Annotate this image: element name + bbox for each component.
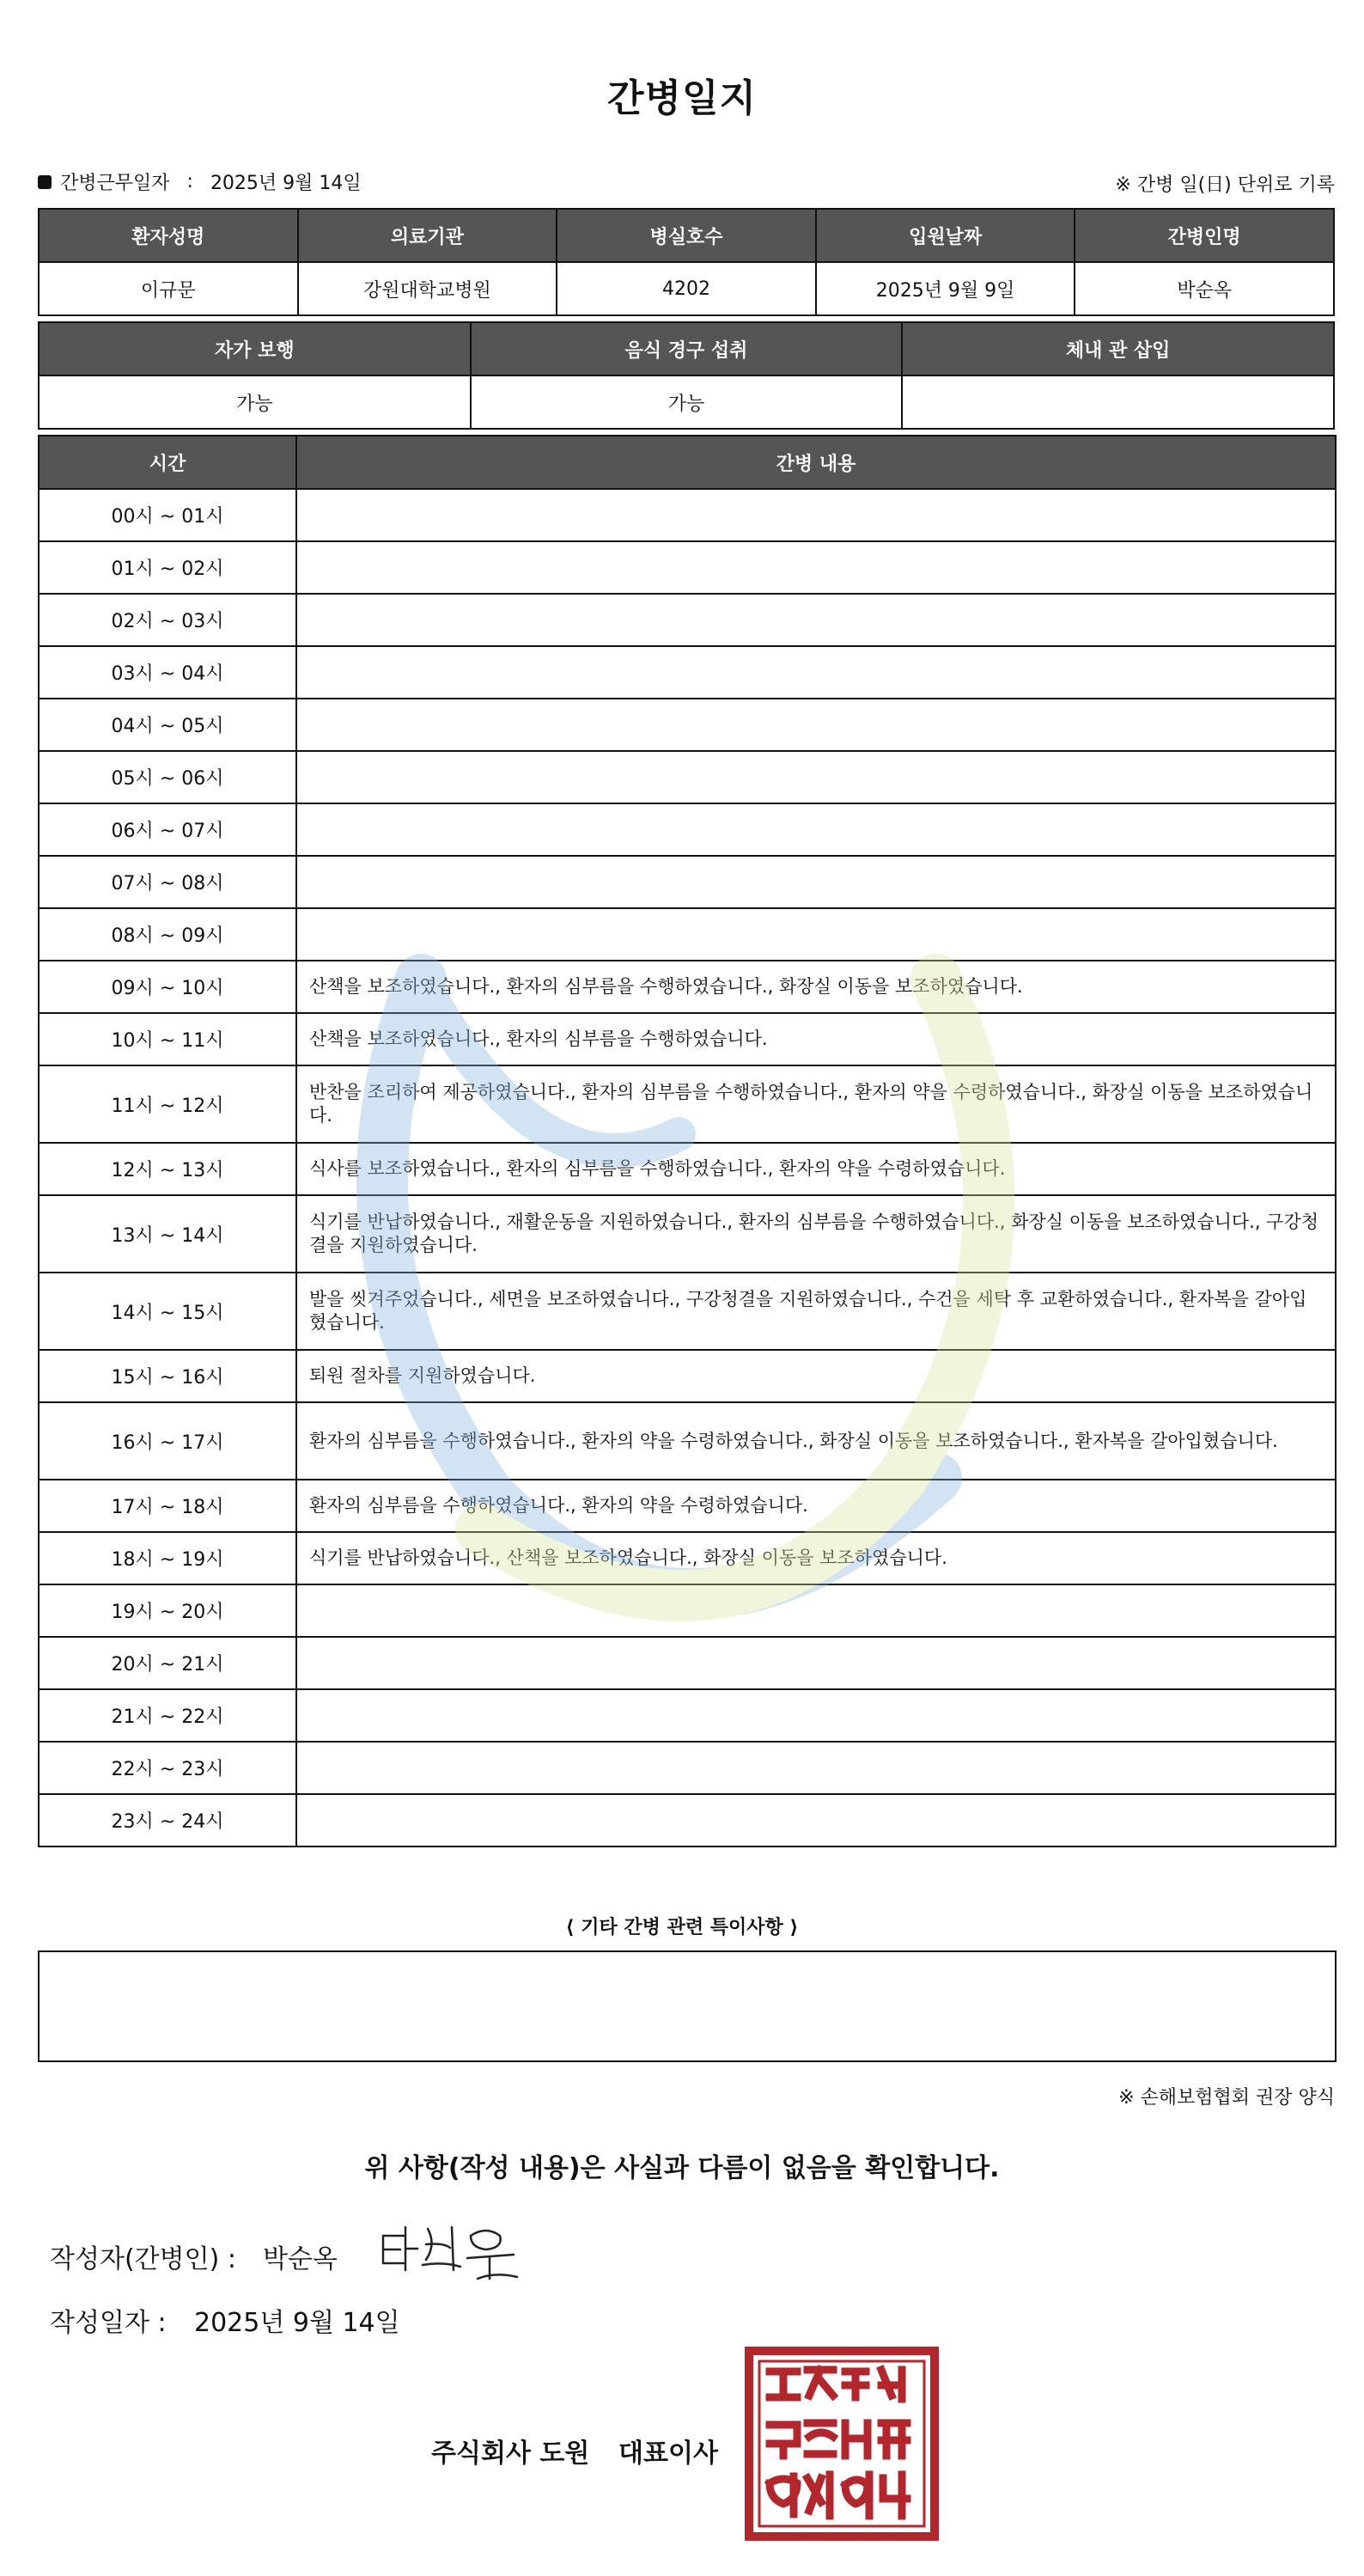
care-log-content: 산책을 보조하였습니다., 환자의 심부름을 수행하였습니다. bbox=[296, 1013, 1336, 1065]
patient-info-value-row bbox=[39, 262, 1334, 315]
header-patient-name: 환자성명 bbox=[39, 209, 298, 262]
care-log-content bbox=[296, 594, 1336, 646]
care-log-row bbox=[39, 489, 1336, 541]
care-log-content: 환자의 심부름을 수행하였습니다., 환자의 약을 수령하였습니다. bbox=[296, 1480, 1336, 1532]
care-log-row bbox=[39, 594, 1336, 646]
care-log-content bbox=[296, 1584, 1336, 1637]
company-seal-stamp bbox=[744, 2346, 940, 2542]
care-log-time: 20시 ~ 21시 bbox=[39, 1637, 296, 1689]
care-log-content bbox=[296, 541, 1336, 594]
work-date-label: 간병근무일자 bbox=[60, 173, 170, 194]
care-log-row bbox=[39, 1689, 1336, 1742]
care-log-header-row bbox=[39, 436, 1336, 489]
care-log-table bbox=[38, 435, 1337, 1847]
care-log-time: 21시 ~ 22시 bbox=[39, 1689, 296, 1742]
care-log-time: 15시 ~ 16시 bbox=[39, 1350, 296, 1402]
writer-label: 작성자(간병인) : bbox=[50, 2244, 236, 2274]
header-admission-date: 입원날짜 bbox=[816, 209, 1075, 262]
care-log-time: 08시 ~ 09시 bbox=[39, 908, 296, 961]
bullet-square-icon bbox=[38, 175, 52, 189]
care-log-content: 반찬을 조리하여 제공하였습니다., 환자의 심부름을 수행하였습니다., 환자의 약을 수령하였습니다., 화장실 이동을 보조하였습니다. bbox=[296, 1065, 1336, 1143]
care-log-row bbox=[39, 646, 1336, 699]
care-log-time: 02시 ~ 03시 bbox=[39, 594, 296, 646]
care-log-row bbox=[39, 1143, 1336, 1195]
write-date-value: 2025년 9월 14일 bbox=[194, 2308, 400, 2338]
care-log-time: 16시 ~ 17시 bbox=[39, 1402, 296, 1480]
care-log-content: 식사를 보조하였습니다., 환자의 심부름을 수행하였습니다., 환자의 약을 수령하였습니다. bbox=[296, 1143, 1336, 1195]
value-room-number: 4202 bbox=[557, 262, 816, 315]
care-log-row bbox=[39, 541, 1336, 594]
care-log-content bbox=[296, 646, 1336, 699]
header-tube-insertion: 체내 관 삽입 bbox=[902, 322, 1334, 375]
value-admission-date: 2025년 9월 9일 bbox=[816, 262, 1075, 315]
care-log-time: 11시 ~ 12시 bbox=[39, 1065, 296, 1143]
care-log-row bbox=[39, 1480, 1336, 1532]
care-log-time: 00시 ~ 01시 bbox=[39, 489, 296, 541]
write-date-label: 작성일자 : bbox=[50, 2308, 167, 2338]
daily-record-note: ※ 간병 일(日) 단위로 기록 bbox=[1115, 174, 1335, 196]
header-caregiver-name: 간병인명 bbox=[1075, 209, 1334, 262]
value-oral-intake: 가능 bbox=[471, 375, 903, 429]
value-tube-insertion bbox=[902, 375, 1334, 429]
header-care-content: 간병 내용 bbox=[296, 436, 1336, 489]
header-self-walking: 자가 보행 bbox=[39, 322, 471, 375]
special-notes-title: ⟨ 기타 간병 관련 특이사항 ⟩ bbox=[565, 1917, 799, 1938]
care-log-content: 식기를 반납하였습니다., 산책을 보조하였습니다., 화장실 이동을 보조하였습니다. bbox=[296, 1532, 1336, 1584]
care-log-time: 12시 ~ 13시 bbox=[39, 1143, 296, 1195]
care-log-time: 06시 ~ 07시 bbox=[39, 803, 296, 856]
header-hospital: 의료기관 bbox=[298, 209, 557, 262]
care-log-time: 18시 ~ 19시 bbox=[39, 1532, 296, 1584]
care-log-time: 10시 ~ 11시 bbox=[39, 1013, 296, 1065]
work-date-separator: : bbox=[186, 171, 193, 192]
care-log-content: 식기를 반납하였습니다., 재활운동을 지원하였습니다., 환자의 심부름을 수행하였습니다., 화장실 이동을 보조하였습니다., 구강청결을 지원하였습니다. bbox=[296, 1195, 1336, 1273]
patient-status-table bbox=[38, 321, 1335, 430]
care-log-content bbox=[296, 908, 1336, 961]
care-log-time: 22시 ~ 23시 bbox=[39, 1742, 296, 1794]
care-log-content: 환자의 심부름을 수행하였습니다., 환자의 약을 수령하였습니다., 화장실 이동을 보조하였습니다., 환자복을 갈아입혔습니다. bbox=[296, 1402, 1336, 1480]
care-log-row bbox=[39, 1402, 1336, 1480]
header-oral-intake: 음식 경구 섭취 bbox=[471, 322, 903, 375]
patient-status-header-row bbox=[39, 322, 1334, 375]
patient-info-header-row bbox=[39, 209, 1334, 262]
ceo-title: 대표이사 bbox=[618, 2439, 718, 2469]
care-log-row bbox=[39, 1532, 1336, 1584]
header-time: 시간 bbox=[39, 436, 296, 489]
care-log-time: 01시 ~ 02시 bbox=[39, 541, 296, 594]
patient-status-value-row bbox=[39, 375, 1334, 429]
care-log-row bbox=[39, 1350, 1336, 1402]
care-log-row bbox=[39, 1637, 1336, 1689]
care-log-time: 03시 ~ 04시 bbox=[39, 646, 296, 699]
header-room-number: 병실호수 bbox=[557, 209, 816, 262]
company-name: 주식회사 도원 bbox=[431, 2439, 590, 2469]
care-log-row bbox=[39, 1195, 1336, 1273]
value-caregiver-name: 박순옥 bbox=[1075, 262, 1334, 315]
care-log-content: 발을 씻겨주었습니다., 세면을 보조하였습니다., 구강청결을 지원하였습니다., 수건을 세탁 후 교환하였습니다., 환자복을 갈아입혔습니다. bbox=[296, 1273, 1336, 1350]
care-log-time: 19시 ~ 20시 bbox=[39, 1584, 296, 1637]
value-patient-name: 이규문 bbox=[39, 262, 298, 315]
care-log-row bbox=[39, 1584, 1336, 1637]
care-log-row bbox=[39, 751, 1336, 803]
care-log-row bbox=[39, 1742, 1336, 1794]
page-title: 간병일지 bbox=[606, 76, 757, 120]
care-log-row bbox=[39, 908, 1336, 961]
care-log-row bbox=[39, 803, 1336, 856]
care-log-row bbox=[39, 1013, 1336, 1065]
care-log-content bbox=[296, 1637, 1336, 1689]
recommended-form-note: ※ 손해보험협회 권장 양식 bbox=[1118, 2087, 1335, 2109]
care-log-row bbox=[39, 1273, 1336, 1350]
care-log-content bbox=[296, 489, 1336, 541]
care-log-time: 23시 ~ 24시 bbox=[39, 1794, 296, 1847]
value-self-walking: 가능 bbox=[39, 375, 471, 429]
care-log-row bbox=[39, 699, 1336, 751]
care-log-content bbox=[296, 751, 1336, 803]
care-log-time: 04시 ~ 05시 bbox=[39, 699, 296, 751]
confirmation-statement: 위 사항(작성 내용)은 사실과 다름이 없음을 확인합니다. bbox=[364, 2153, 1000, 2183]
care-log-content bbox=[296, 1794, 1336, 1847]
writer-name: 박순옥 bbox=[263, 2244, 338, 2274]
care-log-time: 07시 ~ 08시 bbox=[39, 856, 296, 908]
care-log-row bbox=[39, 856, 1336, 908]
care-log-content: 산책을 보조하였습니다., 환자의 심부름을 수행하였습니다., 화장실 이동을 보조하였습니다. bbox=[296, 961, 1336, 1013]
care-log-row bbox=[39, 1794, 1336, 1847]
care-log-row bbox=[39, 961, 1336, 1013]
patient-info-table bbox=[38, 208, 1335, 316]
special-notes-box bbox=[38, 1950, 1337, 2062]
care-log-time: 14시 ~ 15시 bbox=[39, 1273, 296, 1350]
handwritten-signature bbox=[374, 2210, 529, 2287]
care-log-content bbox=[296, 699, 1336, 751]
care-log-content: 퇴원 절차를 지원하였습니다. bbox=[296, 1350, 1336, 1402]
work-date-line bbox=[38, 168, 362, 195]
care-log-row bbox=[39, 1065, 1336, 1143]
work-date-value: 2025년 9월 14일 bbox=[210, 173, 362, 194]
value-hospital: 강원대학교병원 bbox=[298, 262, 557, 315]
care-log-time: 17시 ~ 18시 bbox=[39, 1480, 296, 1532]
care-log-content bbox=[296, 856, 1336, 908]
care-log-time: 13시 ~ 14시 bbox=[39, 1195, 296, 1273]
care-log-time: 09시 ~ 10시 bbox=[39, 961, 296, 1013]
care-log-time: 05시 ~ 06시 bbox=[39, 751, 296, 803]
care-log-content bbox=[296, 1742, 1336, 1794]
care-log-content bbox=[296, 803, 1336, 856]
care-log-content bbox=[296, 1689, 1336, 1742]
